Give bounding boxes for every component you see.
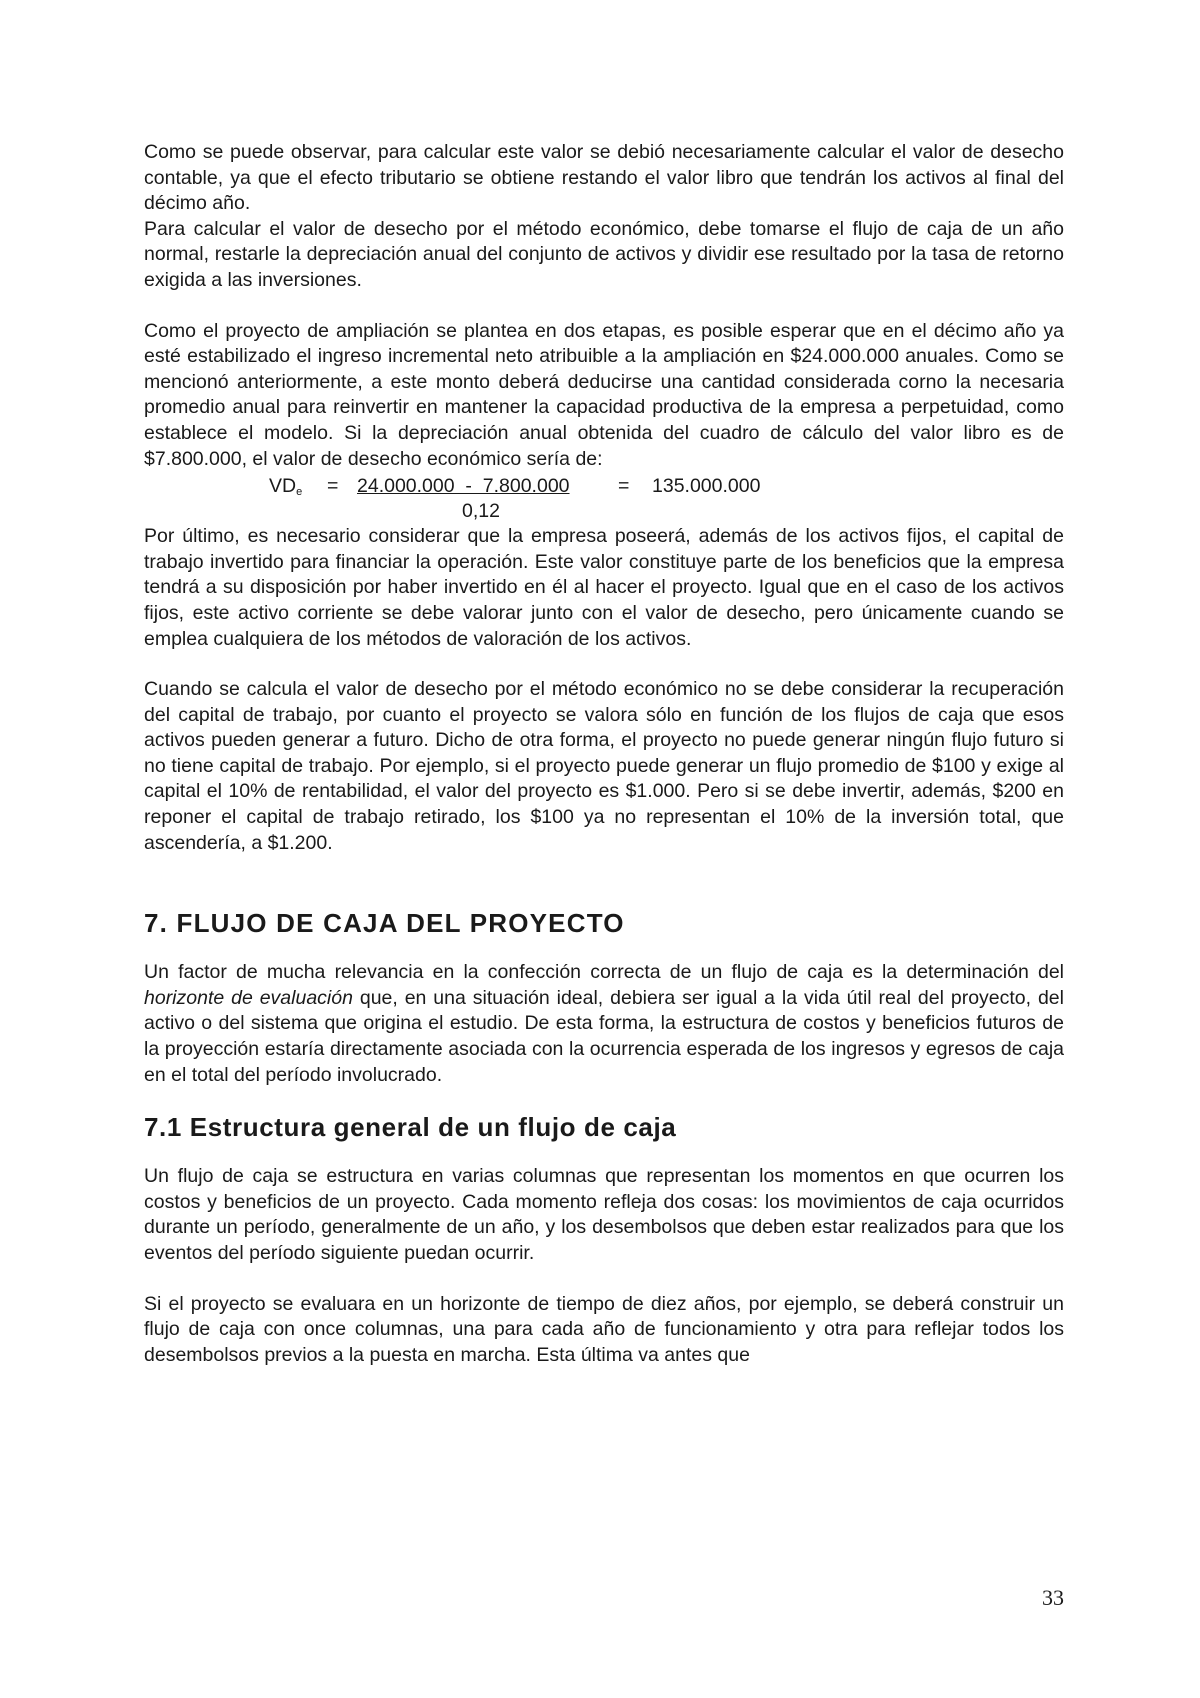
formula-denominator: 0,12 [462,500,500,523]
paragraph-horizonte-diez-anos: Si el proyecto se evaluara en un horizonte de tiempo de diez años, por ejemplo, se deberá construir un flujo de caja con once columnas, una para cada año de funcionamiento y otra para reflejar todos los desembolsos previos a la puesta en marcha. Esta última va antes que [144,1292,1064,1366]
document-page [144,140,1064,1368]
formula-equals-sign: = [327,475,339,498]
valor-desecho-formula [144,472,1064,524]
paragraph-horizonte-evaluacion: Un factor de mucha relevancia en la confección correcta de un flujo de caja es la determinación del horizonte de evaluación que, en una situación ideal, debiera ser igual a la vida útil real del proyecto, del activo o del sistema que origina el estudio. De esta forma, la estructura de costos y beneficios futuros de la proyección estaría directamente asociada con la ocurrencia esperada de los ingresos y egresos de caja en el total del período involucrado. [144,961,1064,1086]
page-number: 33 [1042,1585,1064,1610]
paragraph-metodo-economico: Para calcular el valor de desecho por el método económico, debe tomarse el flujo de caja de un año normal, restarle la depreciación anual del conjunto de activos y dividir ese resultado por la tasa de retorno exigida a las inversiones. [144,217,1064,291]
italic-term: horizonte de evaluación [144,986,353,1009]
paragraph-estructura-flujo: Un flujo de caja se estructura en varias columnas que representan los momentos en que ocurren los costos y beneficios de un proyecto. Cada momento refleja dos cosas: los movimientos de caja ocurridos durante un período, generalmente de un año, y los desembolsos que deben estar realizados para que los eventos del período siguiente puedan ocurrir. [144,1165,1064,1264]
paragraph-valor-desecho-contable: Como se puede observar, para calcular este valor se debió necesariamente calcular el valor de desecho contable, ya que el efecto tributario se obtiene restando el valor libro que tendrán los activos al final del décimo año. [144,141,1064,215]
paragraph-metodo-economico-capital: Cuando se calcula el valor de desecho por el método económico no se debe considerar la recuperación del capital de trabajo, por cuanto el proyecto se valora sólo en función de los flujos de caja que esos activos pueden generar a futuro. Dicho de otra forma, el proyecto no puede generar ningún flujo futuro si no tiene capital de trabajo. Por ejemplo, si el proyecto puede generar un flujo promedio de $100 y exige al capital el 10% de rentabilidad, el valor del proyecto es $1.000. Pero si se debe invertir, además, $200 en reponer el capital de trabajo retirado, los $100 ya no representan el 10% de la inversión total, que ascendería, a $1.200. [144,678,1064,854]
formula-numerator: 24.000.000 - 7.800.000 [357,475,570,498]
subsection-heading-estructura: 7.1 Estructura general de un flujo de caja [144,1112,677,1143]
paragraph-capital-trabajo: Por último, es necesario considerar que la empresa poseerá, además de los activos fijos, el capital de trabajo invertido para financiar la operación. Este valor constituye parte de los beneficios que la empresa tendrá a su disposición por haber invertido en él al hacer el proyecto. Igual que en el caso de los activos fijos, este activo corriente se debe valorar junto con el valor de desecho, pero únicamente cuando se emplea cualquiera de los métodos de valoración de los activos. [144,525,1064,650]
paragraph-proyecto-ampliacion: Como el proyecto de ampliación se plantea en dos etapas, es posible esperar que en el décimo año ya esté estabilizado el ingreso incremental neto atribuible a la ampliación en $24.000.000 anuales. Como se mencionó anteriormente, a este monto deberá deducirse una cantidad considerada corno la necesaria promedio anual para reinvertir en mantener la capacidad productiva de la empresa a perpetuidad, como establece el modelo. Si la depreciación anual obtenida del cuadro de cálculo del valor libro es de $7.800.000, el valor de desecho económico sería de: [144,319,1064,470]
formula-equals-sign: = [618,475,630,498]
formula-result: 135.000.000 [652,475,761,498]
section-heading-flujo-caja: 7. FLUJO DE CAJA DEL PROYECTO [144,908,625,939]
formula-lhs: $VD_e$ [269,475,303,499]
